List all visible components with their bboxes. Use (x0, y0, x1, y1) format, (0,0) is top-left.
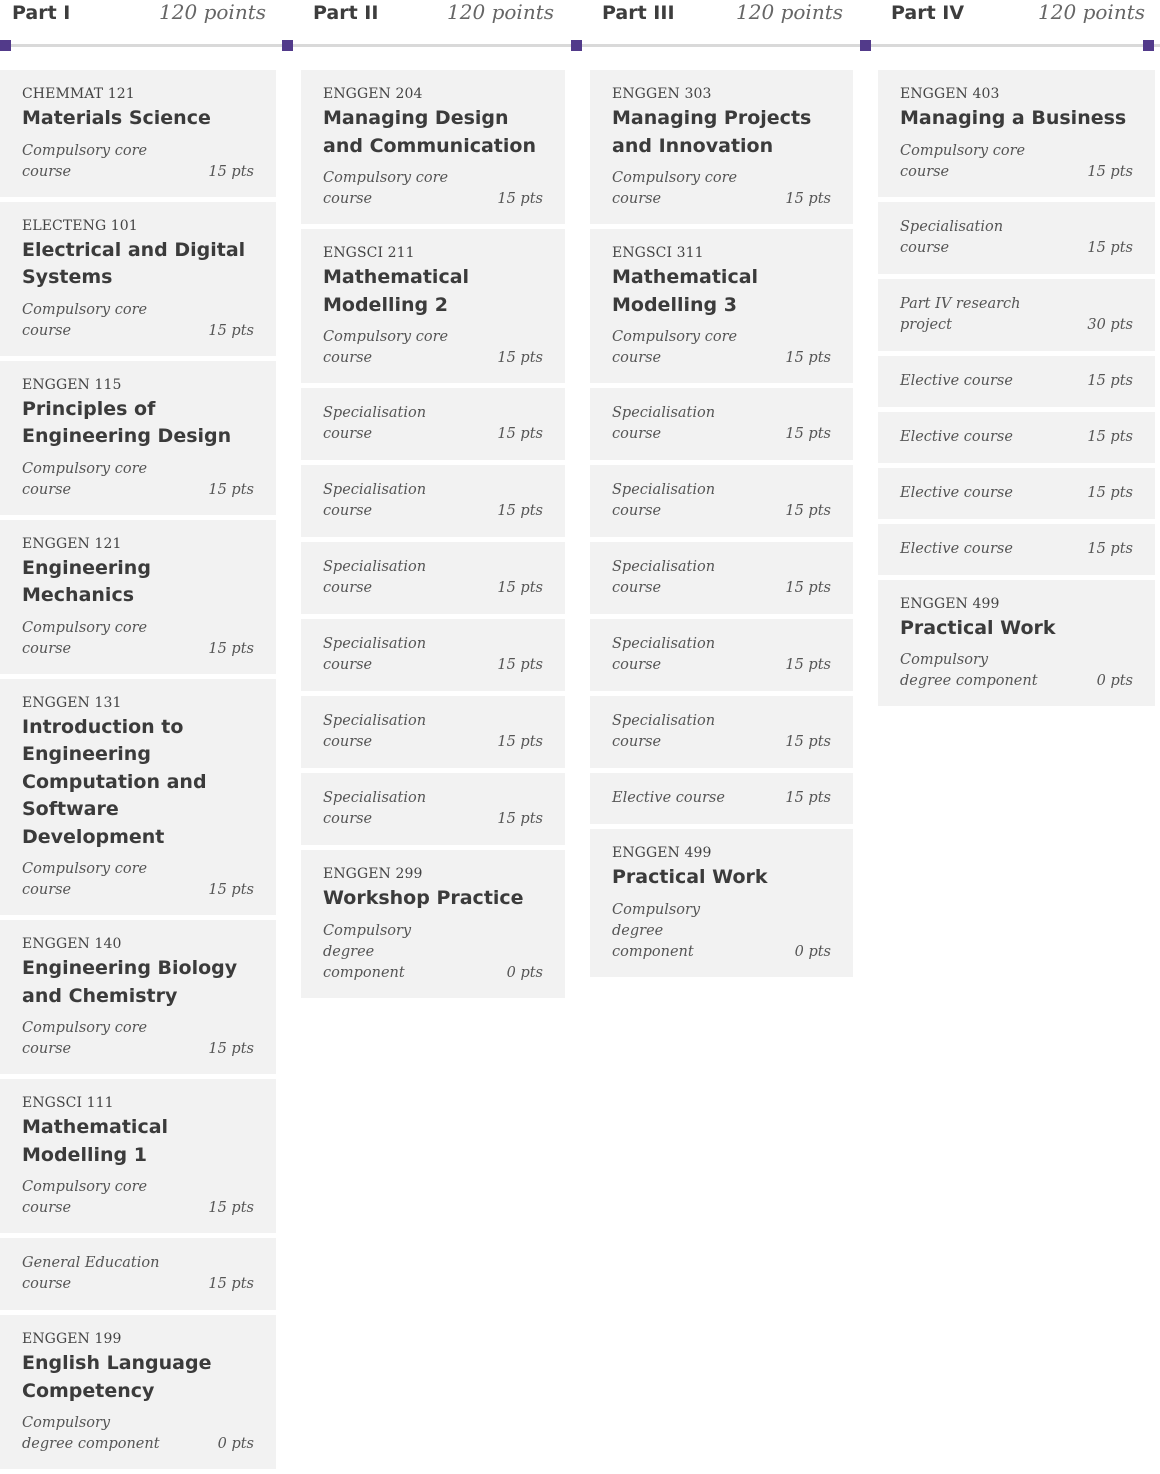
course-type: Elective course (900, 540, 1013, 557)
course-code: ENGGEN 299 (323, 866, 423, 882)
course-meta (323, 557, 543, 599)
course-meta (900, 483, 1133, 504)
course-type: Specialisation course (323, 713, 427, 750)
course-code: ENGGEN 199 (22, 1331, 122, 1347)
course-meta (323, 711, 543, 753)
course-points: 15 pts (497, 657, 543, 673)
course-type: Compulsory degree component (323, 922, 412, 981)
course-type: Specialisation course (323, 559, 427, 596)
course-type: Compulsory core course (612, 170, 738, 207)
course-meta (612, 634, 831, 676)
course-type: Compulsory degree component (900, 652, 1038, 689)
course-card (590, 619, 853, 691)
course-meta (900, 294, 1133, 336)
course-code: ENGGEN 131 (22, 694, 122, 711)
course-card (590, 465, 853, 537)
course-meta (612, 900, 831, 963)
course-card (301, 773, 565, 845)
course-points: 0 pts (794, 943, 831, 960)
course-title: Mathematical Modelling 3 (612, 266, 759, 316)
course-card (590, 229, 853, 383)
course-code: ENGGEN 204 (323, 86, 423, 102)
course-card (0, 1079, 276, 1233)
course-title: Mathematical Modelling 1 (22, 1116, 169, 1166)
course-type: Specialisation course (612, 713, 716, 750)
course-type: Compulsory core course (900, 142, 1026, 180)
course-type: Specialisation course (323, 405, 427, 442)
course-points: 15 pts (1087, 239, 1133, 256)
timeline-marker (571, 40, 582, 51)
course-title: Managing Projects and Innovation (612, 107, 812, 157)
course-type: Elective course (900, 372, 1013, 389)
course-card (301, 465, 565, 537)
course-code: ENGSCI 311 (612, 245, 704, 261)
course-type: Specialisation course (900, 218, 1004, 256)
course-type: Elective course (900, 484, 1013, 501)
part-header (301, 0, 565, 46)
course-type: Specialisation course (612, 405, 716, 442)
course-card (590, 696, 853, 768)
course-points: 15 pts (1087, 484, 1133, 501)
course-card (878, 279, 1155, 351)
course-title: Practical Work (900, 616, 1056, 639)
course-type: Compulsory core course (323, 170, 449, 207)
course-card (301, 850, 565, 998)
course-points: 15 pts (497, 503, 543, 519)
course-points: 15 pts (497, 350, 543, 366)
course-points: 15 pts (785, 657, 831, 673)
course-meta (22, 300, 254, 342)
course-type: Compulsory core course (22, 301, 148, 339)
course-points: 15 pts (785, 734, 831, 750)
course-meta (900, 141, 1133, 183)
course-meta (900, 371, 1133, 392)
course-type: Compulsory core course (612, 329, 738, 366)
course-meta (323, 788, 543, 830)
course-meta (323, 327, 543, 369)
course-list (878, 70, 1155, 711)
course-type: Specialisation course (612, 636, 716, 673)
course-type: Compulsory core course (22, 1179, 148, 1216)
course-card (878, 70, 1155, 197)
course-card (590, 388, 853, 460)
course-points: 15 pts (785, 350, 831, 366)
part-column (590, 0, 853, 960)
course-meta (22, 1253, 254, 1295)
course-code: ENGGEN 499 (900, 595, 1000, 612)
course-type: Compulsory degree component (612, 901, 701, 960)
course-card (301, 542, 565, 614)
course-title: Engineering Biology and Chemistry (22, 957, 238, 1007)
course-meta (612, 480, 831, 522)
course-points: 15 pts (208, 882, 254, 898)
course-card (590, 773, 853, 824)
course-code: ENGGEN 403 (900, 86, 1000, 102)
course-points: 15 pts (208, 1276, 254, 1292)
course-points: 30 pts (1087, 316, 1133, 333)
course-points: 15 pts (1087, 372, 1133, 389)
course-list (301, 70, 565, 1003)
course-points: 15 pts (785, 191, 831, 207)
part-header (590, 0, 853, 46)
course-card (590, 542, 853, 614)
course-meta (22, 459, 254, 501)
course-card (0, 202, 276, 356)
course-meta (612, 403, 831, 445)
course-meta (900, 427, 1133, 448)
course-points: 15 pts (785, 790, 831, 806)
course-points: 15 pts (208, 1200, 254, 1216)
course-code: ENGGEN 121 (22, 535, 122, 552)
course-meta (22, 1177, 254, 1219)
course-code: CHEMMAT 121 (22, 86, 135, 102)
course-type: Compulsory core course (22, 142, 148, 180)
course-points: 0 pts (217, 1436, 254, 1452)
course-points: 15 pts (1087, 428, 1133, 445)
course-type: Specialisation course (612, 482, 716, 519)
course-card (301, 229, 565, 383)
course-list (590, 70, 853, 982)
course-card (878, 202, 1155, 274)
course-meta (612, 711, 831, 753)
course-title: Workshop Practice (323, 887, 524, 909)
course-card (301, 696, 565, 768)
course-meta (612, 327, 831, 369)
course-type: Part IV research project (900, 295, 1021, 333)
course-title: Mathematical Modelling 2 (323, 266, 470, 316)
course-meta (22, 859, 254, 901)
course-title: Materials Science (22, 107, 211, 129)
course-card (0, 70, 276, 197)
course-points: 15 pts (497, 426, 543, 442)
timeline-marker (282, 40, 293, 51)
course-meta (323, 480, 543, 522)
course-card (0, 679, 276, 916)
course-type: Compulsory degree component (22, 1415, 160, 1452)
course-meta (22, 141, 254, 183)
course-card (301, 388, 565, 460)
course-title: Electrical and Digital Systems (22, 238, 246, 288)
course-title: Engineering Mechanics (22, 556, 151, 606)
course-points: 15 pts (497, 811, 543, 827)
course-points: 15 pts (497, 580, 543, 596)
course-type: Specialisation course (323, 636, 427, 673)
course-type: Compulsory core course (22, 1020, 148, 1057)
course-points: 15 pts (208, 322, 254, 339)
course-card (0, 1238, 276, 1310)
course-type: Compulsory core course (22, 619, 148, 657)
course-code: ENGGEN 303 (612, 86, 712, 102)
course-meta (323, 634, 543, 676)
course-title: English Language Competency (22, 1352, 212, 1402)
course-meta (22, 1018, 254, 1060)
part-header (0, 0, 276, 46)
course-card (878, 356, 1155, 407)
course-points: 15 pts (497, 191, 543, 207)
course-points: 0 pts (1096, 673, 1133, 689)
course-card (301, 619, 565, 691)
course-points: 15 pts (208, 481, 254, 498)
course-type: Specialisation course (323, 790, 427, 827)
course-meta (323, 403, 543, 445)
course-code: ELECTENG 101 (22, 217, 138, 234)
course-title: Principles of Engineering Design (22, 397, 232, 447)
course-card (878, 468, 1155, 519)
part-title: Part I (12, 2, 71, 24)
course-points: 15 pts (785, 580, 831, 596)
course-points: 15 pts (208, 163, 254, 180)
course-meta (612, 557, 831, 599)
course-type: Elective course (612, 790, 725, 806)
course-card (878, 412, 1155, 463)
course-title: Practical Work (612, 866, 768, 888)
course-points: 15 pts (1087, 163, 1133, 180)
course-type: Compulsory core course (22, 861, 148, 898)
part-points: 120 points (736, 0, 843, 24)
course-type: Elective course (900, 428, 1013, 445)
course-type: Specialisation course (612, 559, 716, 596)
course-points: 15 pts (785, 426, 831, 442)
part-title: Part IV (891, 2, 965, 24)
course-meta (900, 650, 1133, 692)
course-meta (22, 1413, 254, 1455)
course-card (301, 70, 565, 224)
part-title: Part II (313, 2, 379, 24)
part-points: 120 points (447, 0, 554, 24)
course-points: 15 pts (208, 1041, 254, 1057)
course-type: General Education course (22, 1255, 160, 1292)
course-code: ENGGEN 140 (22, 936, 122, 952)
course-card (590, 70, 853, 224)
course-code: ENGGEN 115 (22, 376, 122, 393)
course-title: Introduction to Engineering Computation and Software Development (22, 715, 207, 848)
course-list (0, 70, 276, 1474)
course-code: ENGSCI 211 (323, 245, 415, 261)
course-meta (612, 168, 831, 210)
course-meta (612, 788, 831, 809)
course-card (0, 361, 276, 515)
course-meta (323, 921, 543, 984)
course-meta (900, 217, 1133, 259)
course-code: ENGGEN 499 (612, 845, 712, 861)
course-card (878, 580, 1155, 707)
course-points: 15 pts (1087, 540, 1133, 557)
part-title: Part III (602, 2, 675, 24)
part-column (301, 0, 565, 981)
timeline-marker (860, 40, 871, 51)
course-card (878, 524, 1155, 575)
course-card (0, 920, 276, 1074)
part-points: 120 points (1038, 0, 1145, 24)
part-column (0, 0, 276, 1452)
course-points: 15 pts (497, 734, 543, 750)
course-code: ENGSCI 111 (22, 1095, 114, 1111)
course-meta (900, 539, 1133, 560)
course-card (0, 1315, 276, 1469)
course-points: 15 pts (785, 503, 831, 519)
part-points: 120 points (159, 0, 266, 24)
course-title: Managing Design and Communication (323, 107, 536, 157)
course-meta (22, 618, 254, 660)
course-type: Compulsory core course (22, 460, 148, 498)
part-column (878, 0, 1155, 689)
part-header (878, 0, 1155, 46)
course-card (0, 520, 276, 674)
course-card (590, 829, 853, 977)
course-points: 0 pts (506, 964, 543, 981)
course-type: Specialisation course (323, 482, 427, 519)
course-points: 15 pts (208, 640, 254, 657)
course-meta (323, 168, 543, 210)
course-type: Compulsory core course (323, 329, 449, 366)
course-title: Managing a Business (900, 107, 1127, 129)
